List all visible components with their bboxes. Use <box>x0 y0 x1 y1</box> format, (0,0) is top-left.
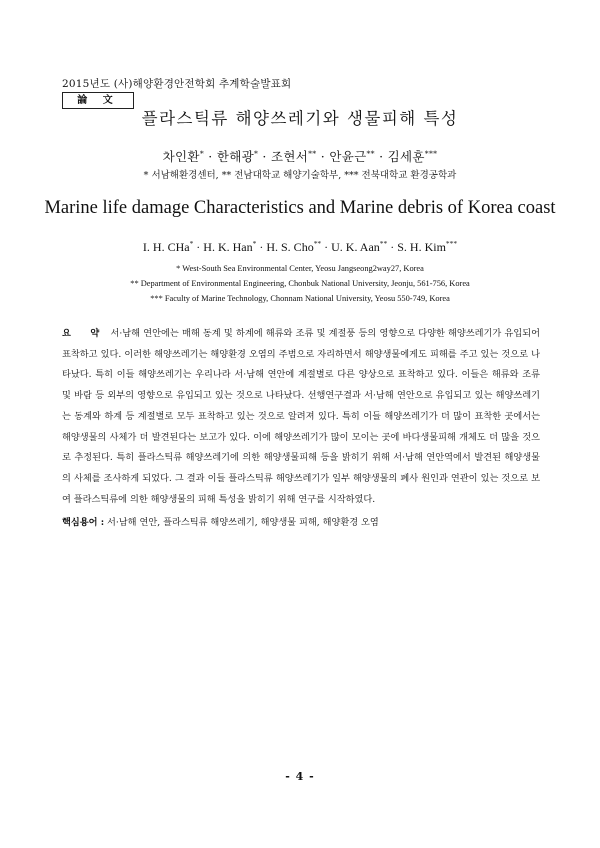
author-en: I. H. CHa* <box>142 239 194 254</box>
author-en: U. K. Aan** <box>331 239 388 254</box>
korean-title: 플라스틱류 해양쓰레기와 생물피해 특성 <box>141 109 459 128</box>
keywords-label: 핵심용어 : <box>62 517 105 528</box>
author-ko: 한해광* <box>216 148 259 164</box>
english-affiliation-3: *** Faculty of Marine Technology, Chonnam National University, Yeosu 550-749, Korea <box>150 294 450 303</box>
author-en: H. K. Han* <box>203 239 257 254</box>
keywords <box>62 514 379 528</box>
conference-header: 2015년도 (사)해양환경안전학회 추계학술발표회 <box>62 78 292 90</box>
abstract <box>62 324 540 510</box>
author-ko: 김세훈*** <box>387 148 438 164</box>
english-authors: I. H. CHa* · H. K. Han* · H. S. Cho** · U. K. Aan** · S. H. Kim*** <box>142 239 458 254</box>
author-ko: 조현서** <box>270 148 317 164</box>
author-en: S. H. Kim*** <box>397 239 458 254</box>
paper-type-box: 論 文 <box>62 92 134 109</box>
abstract-label: 요 약 <box>62 328 108 339</box>
author-ko: 차인환* <box>162 148 204 164</box>
author-ko: 안윤근** <box>329 148 375 164</box>
english-affiliation-1: * West-South Sea Environmental Center, Yeosu Jangseong2way27, Korea <box>176 264 424 273</box>
korean-affiliations: * 서남해환경센터, ** 전남대학교 해양기술학부, *** 전북대학교 환경공학과 <box>143 170 457 181</box>
keywords-text: 서·남해 연안, 플라스틱류 해양쓰레기, 해양생물 피해, 해양환경 오염 <box>107 517 379 528</box>
abstract-text: 서·남해 연안에는 매해 동계 및 하계에 해류와 조류 및 계절풍 등의 영향으로 다양한 해양쓰레기가 유입되어 표착하고 있다. 이러한 해양쓰레기는 해양환경 오염의 주범으로 자리하면서 해양생물에게도 피해를 주고 있는 것으로 나타났다. 특히 이들 해양쓰레기는 우리나라 서·남해 연안에 계절별로 다른 양상으로 표착하고 있다. 이들은 해류와 조류 및 바람 등 외부의 영향으로 유입되고 있는 것으로 나타났다. 선행연구결과 서·남해 연안으로 유입되고 있는 해양쓰레기는 동계와 하계 등 계절별로 모두 표착하고 있는 것으로 알려져 있다. 특히 이들 해양쓰레기가 더 많이 표착한 곳에서는 해양생물의 사체가 더 발견된다는 보고가 있다. 이에 해양쓰레기가 많이 모이는 곳에 바다생물피해 개체도 더 많을 것으로 추정된다. 특히 플라스틱류 해양쓰레기에 의한 해양생물피해 등을 밝히기 위해 서·남해 연안역에서 발견된 해양생물의 사체를 조사하게 되었다. 그 결과 이들 플라스틱류 해양쓰레기가 일부 해양생물의 폐사 원인과 연관이 있는 것으로 보여 플라스틱류에 의한 해양생물의 피해 특성을 밝히기 위해 연구를 시작하였다. <box>62 328 541 505</box>
author-en: H. S. Cho** <box>266 239 322 254</box>
english-title: Marine life damage Characteristics and Marine debris of Korea coast <box>44 198 556 218</box>
page-number: - 4 - <box>285 770 315 783</box>
english-affiliation-2: ** Department of Environmental Engineering, Chonbuk National University, Jeonju, 561-756, Korea <box>130 279 470 288</box>
korean-authors: 차인환* · 한해광* · 조현서** · 안윤근** · 김세훈*** <box>162 148 438 164</box>
